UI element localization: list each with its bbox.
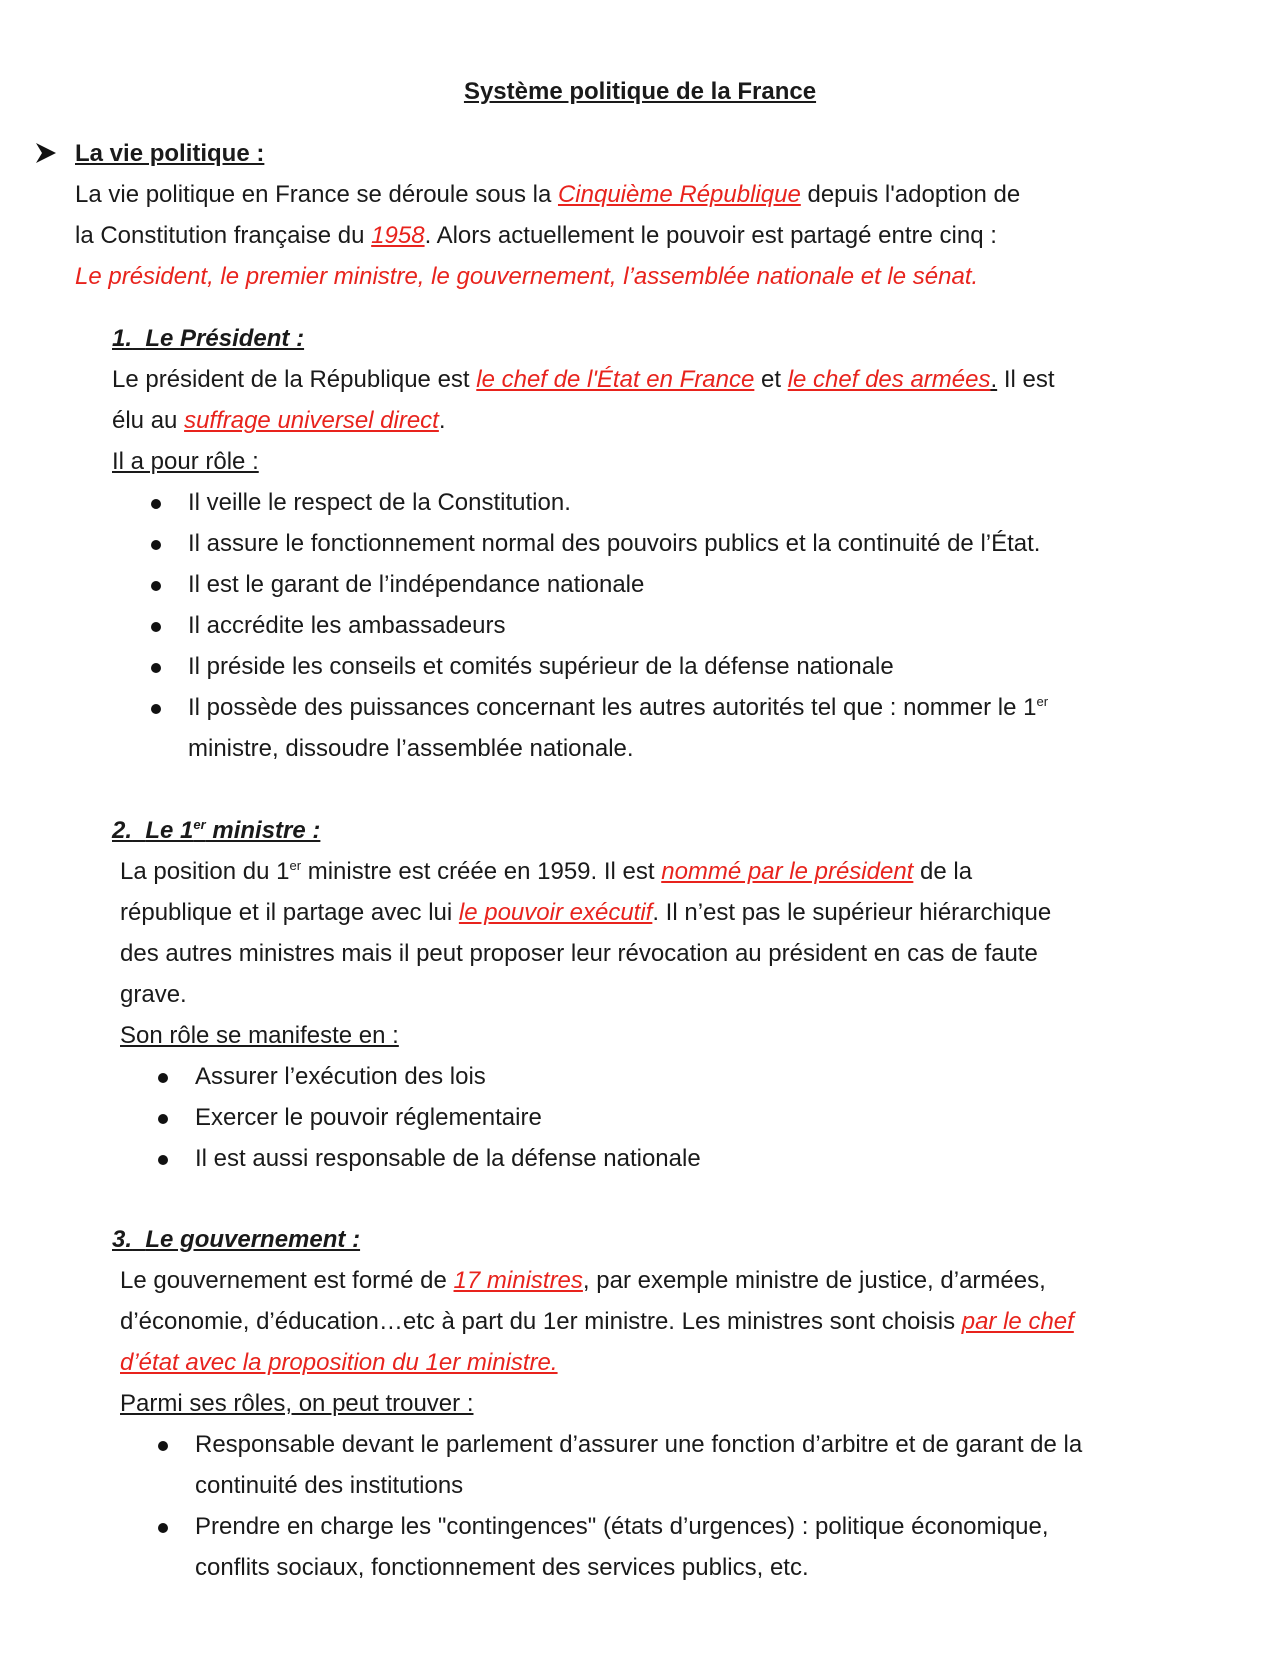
paragraph-line [120,1266,1046,1296]
paragraph-line [120,898,1051,928]
text: La position du 1 [120,858,290,885]
list-item: Il est le garant de l’indépendance nationale [188,571,645,598]
text: Il est [997,366,1055,393]
text: de la [913,858,973,885]
paragraph-line [120,857,972,887]
highlight-proposition: d’état avec la proposition du 1er ministre. [120,1349,558,1376]
list-item [188,693,1048,723]
text: république et il partage avec lui [120,899,459,926]
section-heading-gouvernement [112,1225,360,1255]
section-title: ministre : [205,817,321,844]
text: élu au [112,407,185,434]
page-title: Système politique de la France [463,78,817,105]
section-heading-premier-ministre [112,816,320,846]
list-item: Exercer le pouvoir réglementaire [195,1104,542,1131]
text: Le président de la République est [112,366,477,393]
role-heading: Parmi ses rôles, on peut trouver : [120,1390,474,1417]
section-title: Le gouvernement : [145,1226,361,1253]
paragraph-line: des autres ministres mais il peut proposer leur révocation au président en cas de faute [120,940,1038,967]
list-item: Il est aussi responsable de la défense nationale [195,1145,701,1172]
highlight-nomme-par-president: nommé par le président [661,858,914,885]
list-item: Il veille le respect de la Constitution. [188,489,571,516]
superscript: er [289,858,302,873]
paragraph-line [75,180,1020,210]
paragraph-line [75,221,997,251]
text: . [438,407,446,434]
list-item-continuation: conflits sociaux, fonctionnement des services publics, etc. [195,1554,809,1581]
text: et [754,366,788,393]
highlight-chef-etat: le chef de l'État en France [476,366,755,393]
bullet-dot-icon [151,540,161,550]
list-item: Responsable devant le parlement d’assurer une fonction d’arbitre et de garant de la [195,1431,1083,1458]
bullet-dot-icon [151,622,161,632]
bullet-dot-icon [151,581,161,591]
list-item-continuation: continuité des institutions [195,1472,464,1499]
text: Il possède des puissances concernant les autres autorités tel que : nommer le 1 [188,694,1037,721]
section-title: Le 1 [145,817,194,844]
highlight-suffrage: suffrage universel direct [184,407,439,434]
highlight-pouvoirs-list: Le président, le premier ministre, le gouvernement, l’assemblée nationale et le sénat. [75,263,979,290]
arrow-bullet-icon [34,140,58,166]
list-item: Il accrédite les ambassadeurs [188,612,506,639]
highlight-chef-armees: le chef des armées [787,366,991,393]
section-heading-president [112,324,304,354]
section-heading-vie-politique: La vie politique : [75,140,265,167]
list-item-continuation: ministre, dissoudre l’assemblée nationale. [188,735,634,762]
text: . [990,366,998,393]
list-item: Prendre en charge les "contingences" (états d’urgences) : politique économique, [195,1513,1049,1540]
list-item: Il assure le fonctionnement normal des pouvoirs publics et la continuité de l’État. [188,530,1041,557]
text: la Constitution française du [75,222,372,249]
superscript: er [193,817,206,832]
text: d’économie, d’éducation…etc à part du 1er ministre. Les ministres sont choisis [120,1308,962,1335]
bullet-dot-icon [151,704,161,714]
bullet-dot-icon [158,1155,168,1165]
text: depuis l'adoption de [800,181,1021,208]
text: . Il n’est pas le supérieur hiérarchique [652,899,1052,926]
bullet-dot-icon [151,663,161,673]
highlight-pouvoir-executif: le pouvoir exécutif [458,899,653,926]
bullet-dot-icon [158,1114,168,1124]
highlight-par-le-chef: par le chef [961,1308,1074,1335]
bullet-dot-icon [158,1523,168,1533]
highlight-17-ministres: 17 ministres [453,1267,583,1294]
paragraph-line [112,365,1055,395]
role-heading: Il a pour rôle : [112,448,259,475]
section-number: 2. [112,817,133,844]
list-item: Il préside les conseils et comités supérieur de la défense nationale [188,653,894,680]
section-number: 3. [112,1226,133,1253]
list-item: Assurer l’exécution des lois [195,1063,486,1090]
paragraph-line [112,406,446,436]
text: . Alors actuellement le pouvoir est partagé entre cinq : [424,222,997,249]
role-heading: Son rôle se manifeste en : [120,1022,399,1049]
bullet-dot-icon [158,1073,168,1083]
section-title: Le Président : [145,325,305,352]
section-number: 1. [112,325,133,352]
superscript: er [1036,694,1049,709]
text: ministre est créée en 1959. Il est [301,858,662,885]
highlight-1958: 1958 [371,222,425,249]
paragraph-line [120,1307,1074,1337]
text: La vie politique en France se déroule sous la [75,181,558,208]
bullet-dot-icon [151,499,161,509]
paragraph-line: grave. [120,981,187,1008]
highlight-cinquieme-republique: Cinquième République [557,181,801,208]
text: Le gouvernement est formé de [120,1267,454,1294]
bullet-dot-icon [158,1441,168,1451]
text: , par exemple ministre de justice, d’armées, [582,1267,1046,1294]
